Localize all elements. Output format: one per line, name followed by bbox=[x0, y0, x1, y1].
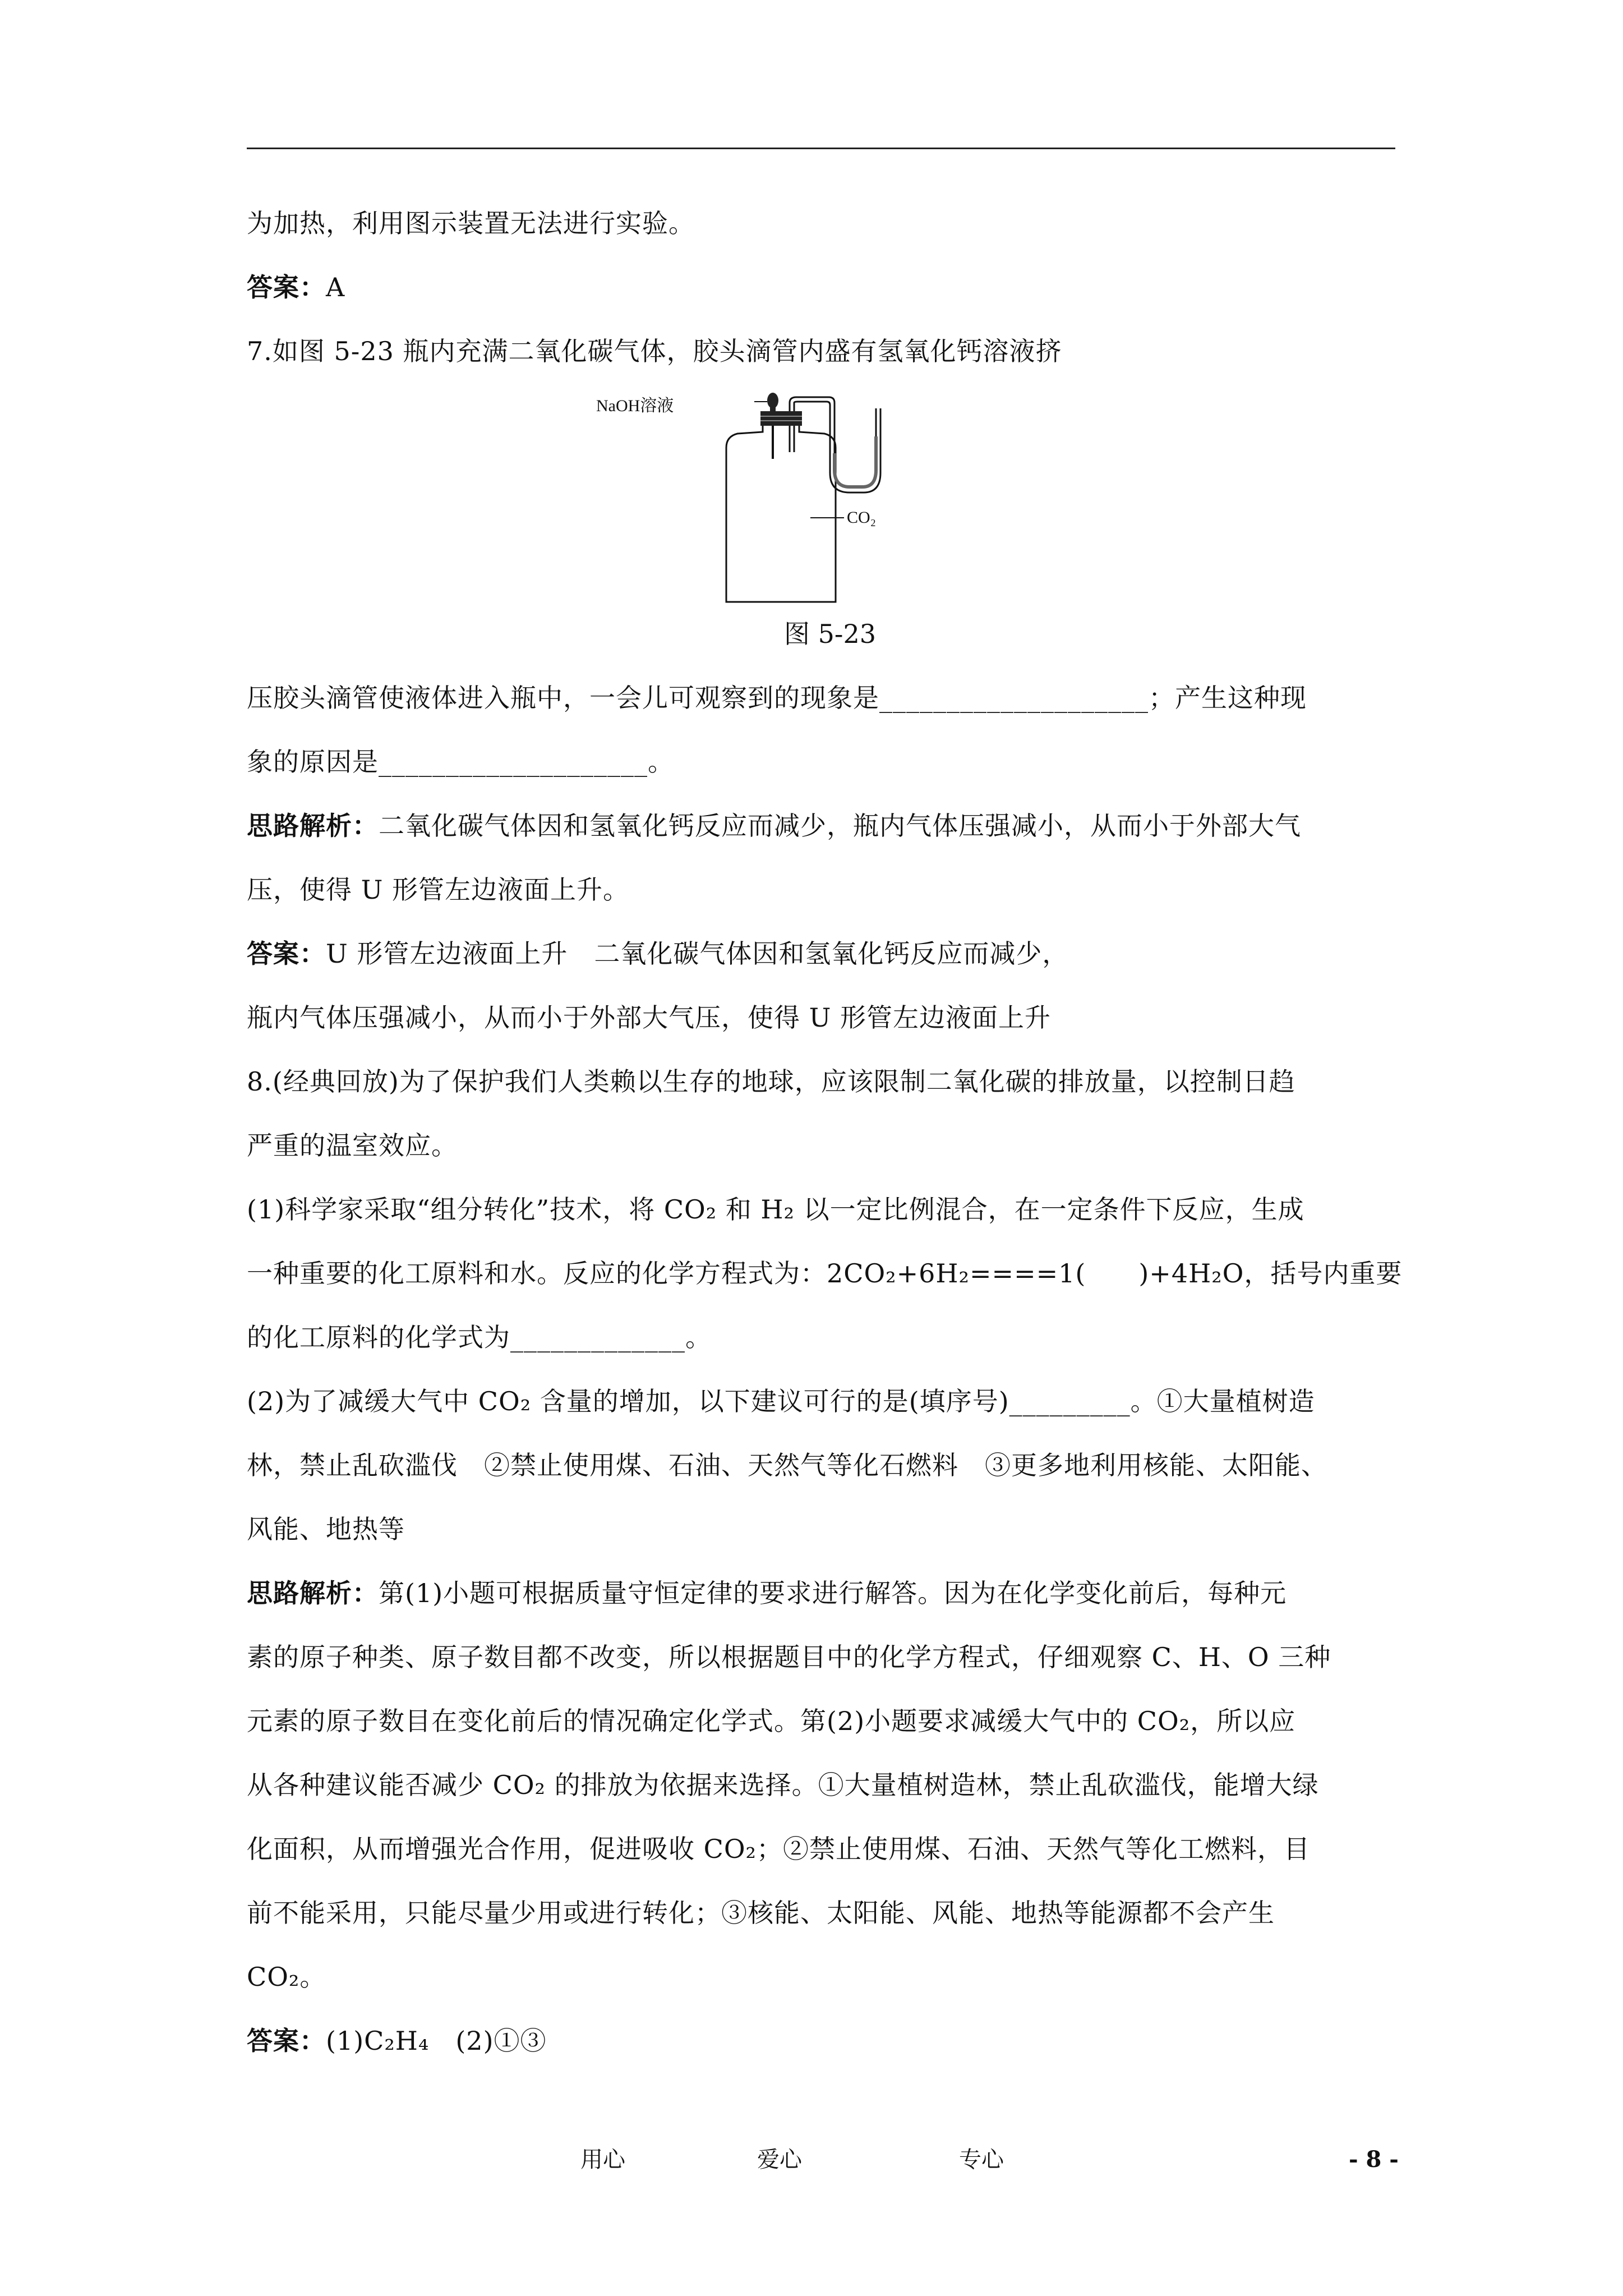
text: 瓶内气体压强减小，从而小于外部大气压，使得 U 形管左边液面上升 bbox=[247, 1002, 1052, 1033]
text-line bbox=[247, 746, 1413, 778]
text: 林，禁止乱砍滥伐 ②禁止使用煤、石油、天然气等化石燃料 ③更多地利用核能、太阳能、 bbox=[247, 1450, 1327, 1480]
text: CO₂。 bbox=[247, 1962, 326, 1992]
text: 7.如图 5-23 瓶内充满二氧化碳气体，胶头滴管内盛有氢氧化钙溶液挤 bbox=[247, 336, 1062, 366]
footer-item: 专心 bbox=[959, 2147, 1004, 2173]
answer-label: 答案： bbox=[247, 272, 326, 302]
text-line bbox=[247, 1130, 1413, 1162]
figure-caption: 图 5-23 bbox=[784, 619, 876, 649]
text: 从各种建议能否减少 CO₂ 的排放为依据来选择。①大量植树造林，禁止乱砍滥伐，能增大绿 bbox=[247, 1770, 1319, 1800]
text-line bbox=[247, 1513, 1413, 1545]
analysis-label: 思路解析： bbox=[247, 811, 379, 841]
header-rule bbox=[247, 148, 1395, 149]
answer-line bbox=[247, 272, 1413, 303]
text-line bbox=[247, 1258, 1413, 1290]
text: 象的原因是____________________。 bbox=[247, 747, 674, 777]
text: 第(1)小题可根据质量守恒定律的要求进行解答。因为在化学变化前后，每种元 bbox=[379, 1578, 1287, 1608]
text-line bbox=[247, 1961, 1413, 1993]
co2-label: CO₂ bbox=[847, 508, 877, 527]
text-line bbox=[247, 682, 1413, 714]
answer-text: U 形管左边液面上升 二氧化碳气体因和氢氧化钙反应而减少， bbox=[326, 938, 1069, 969]
answer-line bbox=[247, 2025, 1413, 2057]
gas-bottle-u-tube-diagram bbox=[679, 380, 937, 605]
text: 二氧化碳气体因和氢氧化钙反应而减少，瓶内气体压强减小，从而小于外部大气 bbox=[379, 811, 1301, 841]
text: (2)为了减缓大气中 CO₂ 含量的增加，以下建议可行的是(填序号)_________。①大量植树造 bbox=[247, 1386, 1315, 1416]
text: (1)科学家采取“组分转化”技术，将 CO₂ 和 H₂ 以一定比例混合，在一定条件下反应，生成 bbox=[247, 1194, 1304, 1225]
figure-5-23 bbox=[247, 380, 1413, 605]
text-line bbox=[247, 208, 1413, 240]
text: 素的原子种类、原子数目都不改变，所以根据题目中的化学方程式，仔细观察 C、H、O 三种 bbox=[247, 1642, 1331, 1672]
analysis-label: 思路解析： bbox=[247, 1578, 379, 1608]
answer-text: A bbox=[326, 272, 345, 302]
rubber-stopper bbox=[760, 411, 802, 426]
text: 严重的温室效应。 bbox=[247, 1130, 458, 1161]
text: 为加热，利用图示装置无法进行实验。 bbox=[247, 208, 695, 238]
answer-text: (1)C₂H₄ (2)①③ bbox=[326, 2026, 547, 2056]
text-line bbox=[247, 1450, 1413, 1481]
text-line bbox=[247, 1194, 1413, 1226]
answer-label: 答案： bbox=[247, 938, 326, 969]
text-line bbox=[247, 1705, 1413, 1737]
text: 压胶头滴管使液体进入瓶中，一会儿可观察到的现象是____________________；产生这种现 bbox=[247, 683, 1307, 713]
text-line bbox=[247, 1641, 1413, 1673]
answer-line bbox=[247, 938, 1413, 970]
page-number: - 8 - bbox=[1349, 2146, 1399, 2173]
footer-item: 爱心 bbox=[757, 2147, 802, 2173]
text-line bbox=[247, 1386, 1413, 1418]
text: 的化工原料的化学式为_____________。 bbox=[247, 1322, 712, 1352]
bottle-outline bbox=[726, 422, 836, 602]
text: 8.(经典回放)为了保护我们人类赖以生存的地球，应该限制二氧化碳的排放量，以控制日趋 bbox=[247, 1066, 1295, 1097]
analysis-line bbox=[247, 1577, 1413, 1609]
naoh-label: NaOH溶液 bbox=[596, 397, 674, 415]
text: 一种重要的化工原料和水。反应的化学方程式为：2CO₂+6H₂====1( )+4H₂O，括号内重要 bbox=[247, 1258, 1403, 1289]
u-tube-liquid bbox=[834, 436, 876, 487]
text-line bbox=[247, 1322, 1413, 1354]
text-line bbox=[247, 1769, 1413, 1801]
text-line bbox=[247, 874, 1413, 906]
question-7-line bbox=[247, 335, 1413, 367]
text: 元素的原子数目在变化前后的情况确定化学式。第(2)小题要求减缓大气中的 CO₂，所以应 bbox=[247, 1706, 1296, 1736]
text: 压，使得 U 形管左边液面上升。 bbox=[247, 875, 630, 905]
page-content bbox=[247, 208, 1413, 2089]
footer-item: 用心 bbox=[580, 2147, 625, 2173]
text-line bbox=[247, 1897, 1413, 1929]
text: 风能、地热等 bbox=[247, 1514, 405, 1544]
text: 化面积，从而增强光合作用，促进吸收 CO₂；②禁止使用煤、石油、天然气等化工燃料，目 bbox=[247, 1834, 1310, 1864]
analysis-line bbox=[247, 810, 1413, 842]
answer-label: 答案： bbox=[247, 2026, 326, 2056]
text-line bbox=[247, 1833, 1413, 1865]
text-line bbox=[247, 1002, 1413, 1034]
text: 前不能采用，只能尽量少用或进行转化；③核能、太阳能、风能、地热等能源都不会产生 bbox=[247, 1898, 1275, 1928]
dropper-bulb bbox=[767, 393, 778, 408]
question-8-line bbox=[247, 1066, 1413, 1098]
